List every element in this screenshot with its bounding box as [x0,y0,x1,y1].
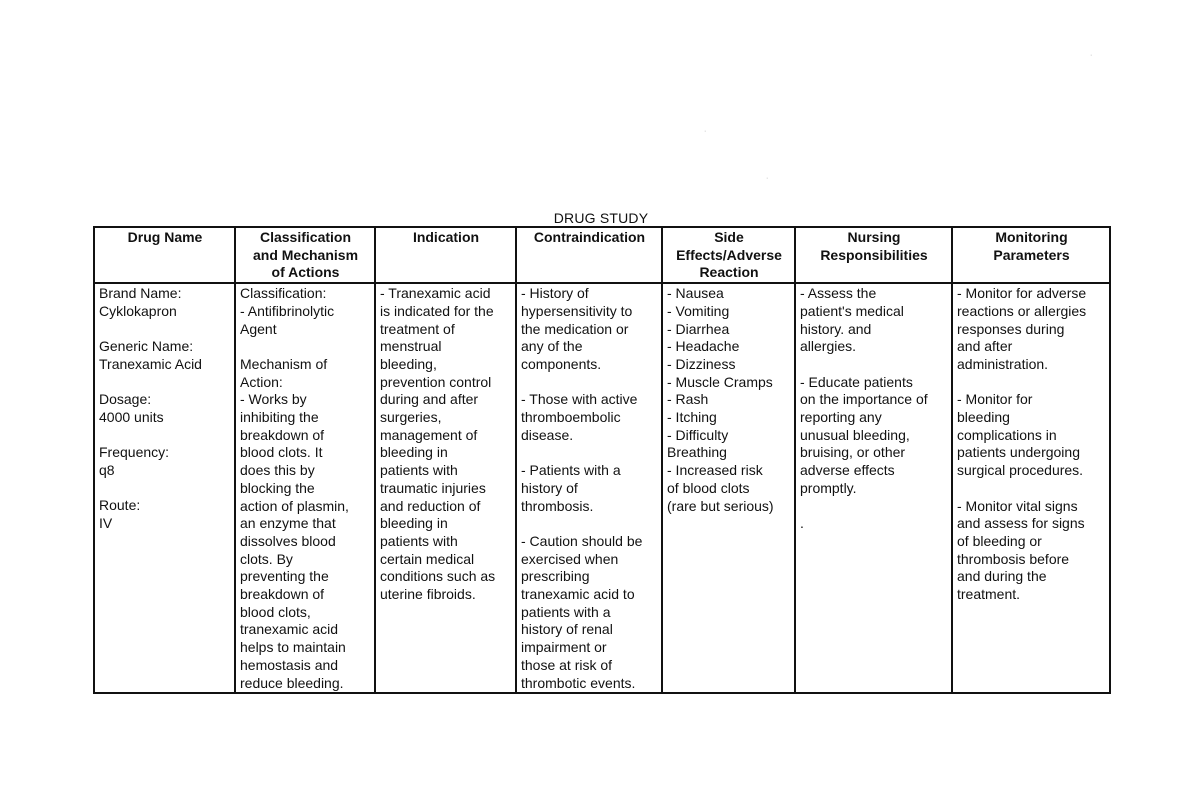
monitoring-text: bleeding [957,409,1010,426]
side-effect-text: - Rash [667,391,709,408]
indication-text: certain medical [380,550,475,567]
nursing-text: promptly. [800,479,857,496]
mechanism-text: preventing the [240,568,329,585]
indication-text: is indicated for the [380,302,494,319]
contraindication-text: those at risk of [521,656,613,673]
nursing-text: bruising, or other [800,444,906,461]
nursing-text: allergies. [800,338,857,355]
indication-text: and reduction of [380,497,481,514]
contraindication-text: the medication or [521,320,629,337]
header-monitoring: Monitoring Parameters [952,227,1110,283]
monitoring-text: patients undergoing [957,444,1080,461]
monitoring-text: - Monitor for adverse [957,285,1087,302]
contraindication-text: any of the [521,338,583,355]
mechanism-text: an enzyme that [240,515,336,532]
side-effect-text: - Difficulty [667,426,729,443]
monitoring-text: treatment. [957,586,1021,603]
contraindication-text: thromboembolic [521,409,621,426]
monitoring-text: - Monitor vital signs [957,497,1078,514]
monitoring-text: and during the [957,568,1047,585]
monitoring-text: responses during [957,320,1065,337]
side-effect-text: - Dizziness [667,355,736,372]
side-effect-text: Breathing [667,444,727,461]
indication-text: treatment of [380,320,455,337]
mechanism-label: Action: [240,373,283,390]
contraindication-text: history of [521,479,578,496]
cell-indication [375,283,516,693]
side-effect-text: - Headache [667,338,740,355]
side-effect-text: (rare but serious) [667,497,774,514]
monitoring-text: - Monitor for [957,391,1033,408]
side-effect-text: - Vomiting [667,302,730,319]
side-effect-text: of blood clots [667,479,750,496]
side-effect-text: - Nausea [667,285,724,302]
cell-monitoring [952,283,1110,693]
monitoring-text: and after [957,338,1013,355]
indication-text: patients with [380,462,458,479]
mechanism-text: tranexamic acid [240,621,339,638]
mechanism-text: blood clots, [240,603,311,620]
contraindication-text: - Caution should be [521,532,643,549]
header-classification: Classification and Mechanism of Actions [235,227,375,283]
contraindication-text: - History of [521,285,589,302]
monitoring-text: complications in [957,426,1057,443]
contraindication-text: hypersensitivity to [521,302,633,319]
cell-side-effects [662,283,795,693]
nursing-text: on the importance of [800,391,928,408]
mechanism-text: - Works by [240,391,307,408]
contraindication-text: exercised when [521,550,619,567]
nursing-text: - Assess the [800,285,877,302]
brand-name-value: Cyklokapron [99,302,177,319]
contraindication-text: disease. [521,426,574,443]
route-value: IV [99,515,113,532]
nursing-text: unusual bleeding, [800,426,910,443]
side-effect-text: - Muscle Cramps [667,373,773,390]
cell-drug-name [94,283,235,693]
indication-text: uterine fibroids. [380,586,476,603]
monitoring-text: reactions or allergies [957,302,1087,319]
classification-value: - Antifibrinolytic [240,302,335,319]
cell-nursing [795,283,952,693]
monitoring-text: administration. [957,355,1049,372]
indication-text: - Tranexamic acid [380,285,491,302]
mechanism-text: inhibiting the [240,409,319,426]
header-drug-name: Drug Name [94,227,235,283]
mechanism-text: hemostasis and [240,656,339,673]
monitoring-text: and assess for signs [957,515,1085,532]
contraindication-text: tranexamic acid to [521,586,635,603]
indication-text: patients with [380,532,458,549]
mechanism-text: does this by [240,462,315,479]
route-label: Route: [99,497,141,514]
contraindication-text: prescribing [521,568,590,585]
header-side-effects: Side Effects/Adverse Reaction [662,227,795,283]
contraindication-text: impairment or [521,639,607,656]
indication-text: traumatic injuries [380,479,486,496]
indication-text: during and after [380,391,479,408]
scan-speck: · [766,175,769,182]
nursing-text: . [800,515,804,532]
scan-speck: · [1090,52,1093,59]
indication-text: bleeding, [380,355,437,372]
classification-label: Classification: [240,285,327,302]
monitoring-text: surgical procedures. [957,462,1084,479]
mechanism-text: dissolves blood [240,532,336,549]
nursing-text: - Educate patients [800,373,913,390]
indication-text: bleeding in [380,515,448,532]
scan-speck: · [704,128,707,135]
frequency-value: q8 [99,462,115,479]
brand-name-label: Brand Name: [99,285,182,302]
contraindication-text: components. [521,355,602,372]
indication-text: prevention control [380,373,492,390]
mechanism-text: breakdown of [240,426,325,443]
mechanism-text: blood clots. It [240,444,323,461]
side-effect-text: - Increased risk [667,462,763,479]
mechanism-text: blocking the [240,479,315,496]
drug-study-table [93,226,1111,694]
monitoring-text: thrombosis before [957,550,1070,567]
nursing-text: patient's medical [800,302,904,319]
contraindication-text: - Those with active [521,391,638,408]
dosage-label: Dosage: [99,391,152,408]
indication-text: management of [380,426,478,443]
contraindication-text: patients with a [521,603,611,620]
nursing-text: history. and [800,320,872,337]
classification-value: Agent [240,320,277,337]
side-effect-text: - Diarrhea [667,320,730,337]
header-contraindication: Contraindication [516,227,662,283]
table-row [94,283,1110,693]
contraindication-text: - Patients with a [521,462,621,479]
mechanism-text: action of plasmin, [240,497,349,514]
header-indication: Indication [375,227,516,283]
mechanism-text: clots. By [240,550,293,567]
side-effect-text: - Itching [667,409,717,426]
dosage-value: 4000 units [99,409,164,425]
mechanism-text: reduce bleeding. [240,674,344,691]
cell-classification [235,283,375,693]
generic-name-label: Generic Name: [99,338,194,355]
contraindication-text: thrombotic events. [521,674,636,691]
indication-text: surgeries, [380,409,442,426]
contraindication-text: thrombosis. [521,497,594,514]
cell-contraindication [516,283,662,693]
mechanism-text: helps to maintain [240,639,346,656]
indication-text: bleeding in [380,444,448,461]
mechanism-label: Mechanism of [240,355,328,372]
nursing-text: adverse effects [800,462,895,479]
document-title: DRUG STUDY [553,210,649,226]
mechanism-text: breakdown of [240,586,325,603]
indication-text: conditions such as [380,568,496,585]
contraindication-text: history of renal [521,621,613,638]
table-header-row [94,227,1110,283]
monitoring-text: of bleeding or [957,532,1042,549]
generic-name-value: Tranexamic Acid [99,355,202,372]
nursing-text: reporting any [800,409,882,426]
indication-text: menstrual [380,338,442,355]
frequency-label: Frequency: [99,444,170,461]
header-nursing: Nursing Responsibilities [795,227,952,283]
